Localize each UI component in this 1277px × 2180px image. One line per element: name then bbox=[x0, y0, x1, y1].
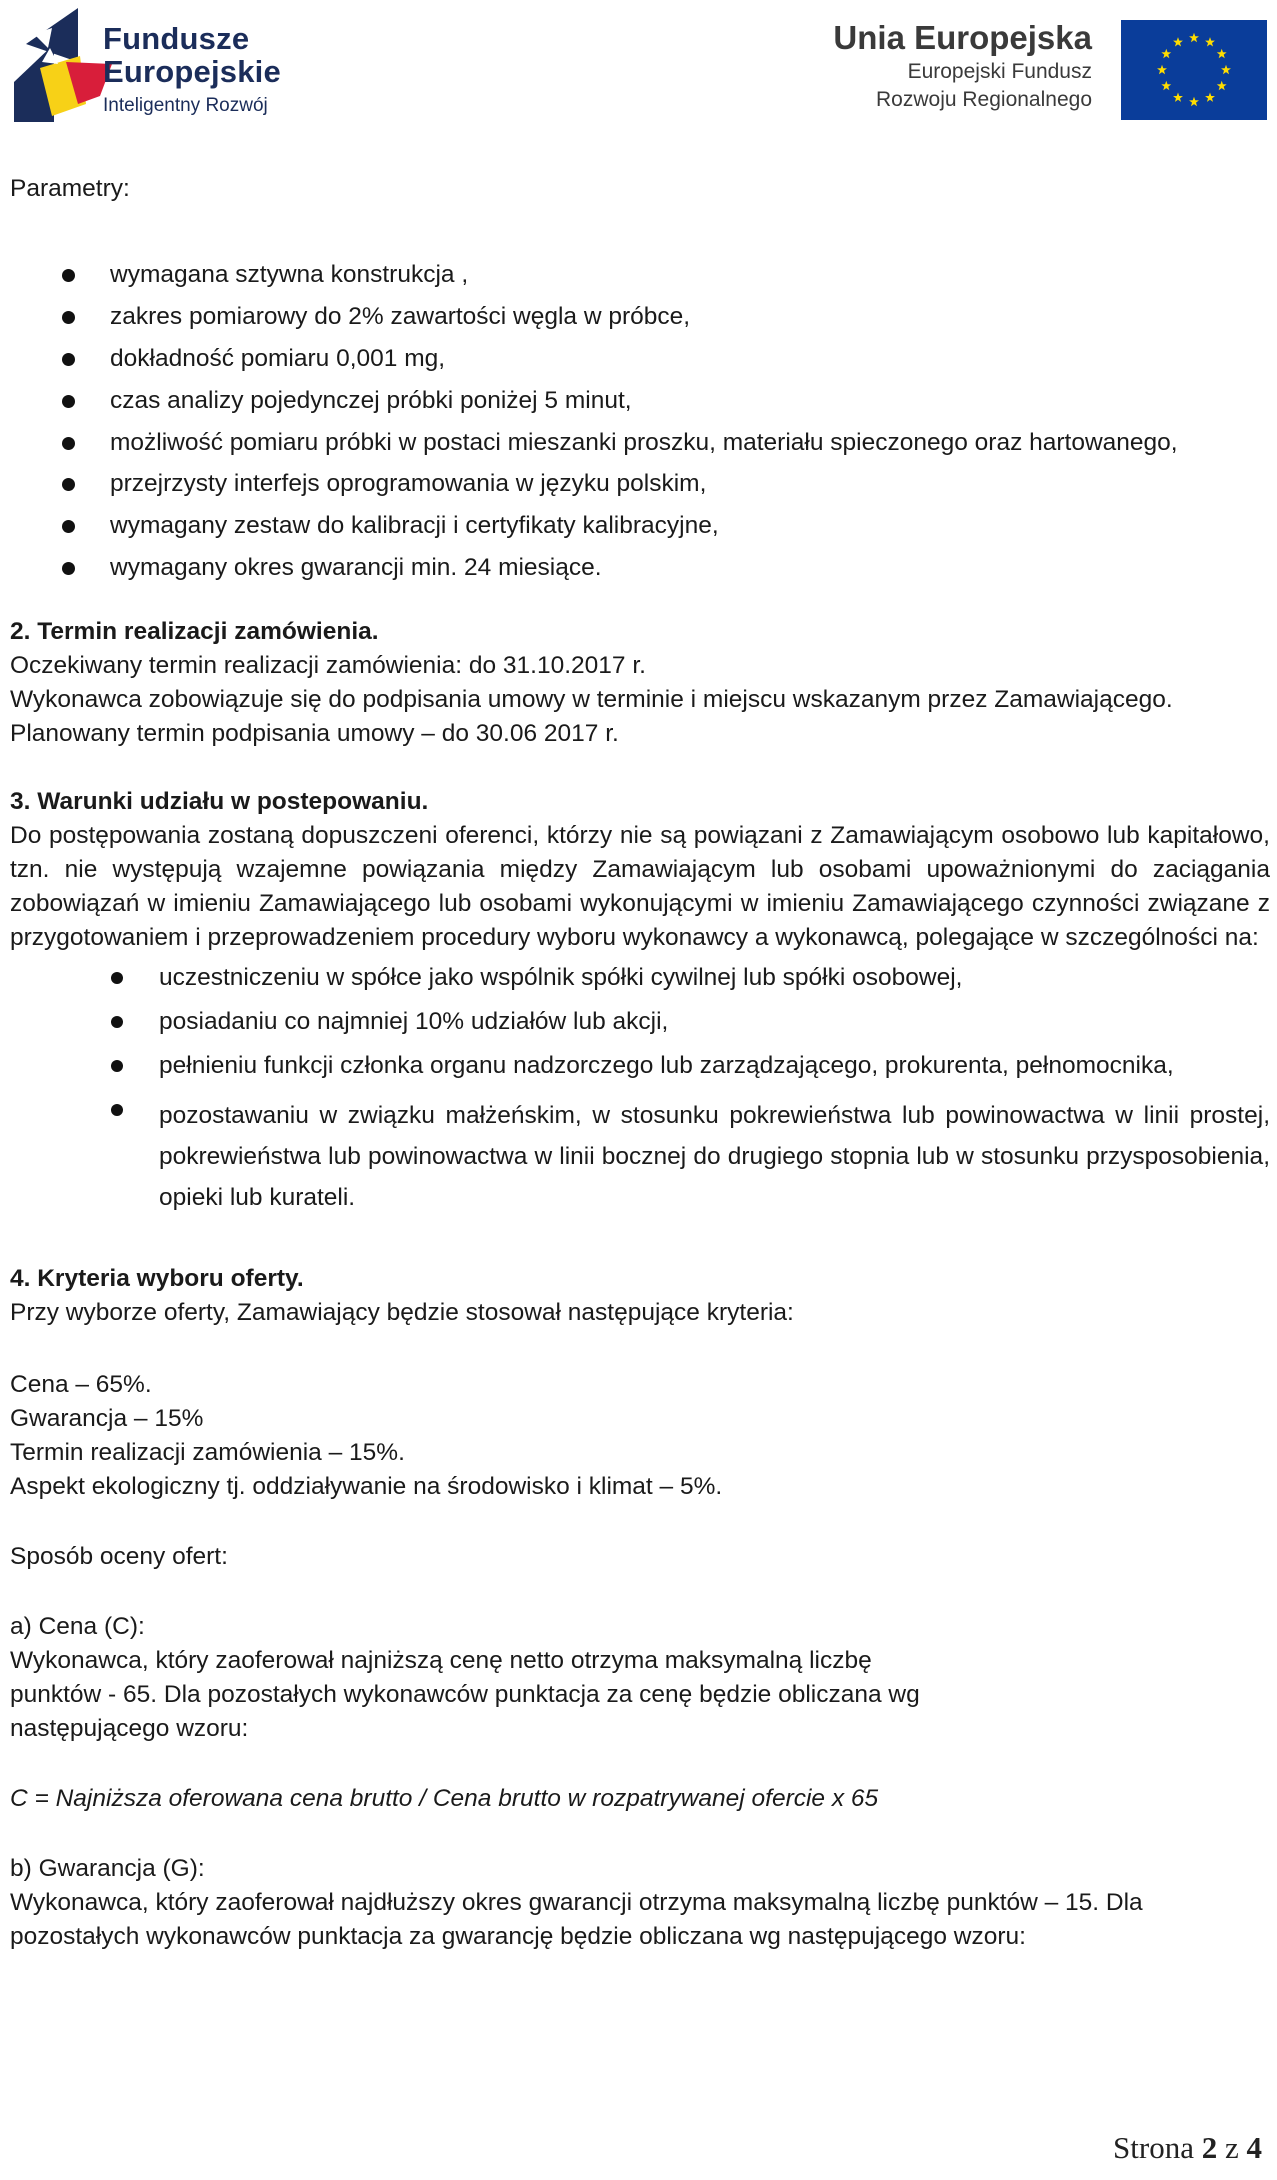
section-3-paragraph: Do postępowania zostaną dopuszczeni oferenci, którzy nie są powiązani z Zamawiającym osobowo lub kapitałowo, tzn. nie występują wzajemne powiązania między Zamawiającym lub osobami upoważnionymi do zaciągania zobowiązań w imieniu Zamawiającego lub osobami wykonującymi w imieniu Zamawiającego czynności związane z przygotowaniem i przeprowadzeniem procedury wyboru wykonawcy a wykonawcą, polegające w szczególności na: bbox=[10, 822, 1270, 951]
ue-logo-line1: Unia Europejska bbox=[833, 19, 1092, 56]
cena-heading: a) Cena (C): bbox=[10, 1613, 145, 1640]
criterion-item: Aspekt ekologiczny tj. oddziaływanie na środowisko i klimat – 5%. bbox=[10, 1473, 723, 1500]
criterion-item: Cena – 65%. bbox=[10, 1371, 152, 1398]
ue-logo-line2: Europejski Fundusz bbox=[907, 60, 1092, 83]
total-pages: 4 bbox=[1246, 2130, 1262, 2165]
section-2-line: Oczekiwany termin realizacji zamówienia: do 31.10.2017 r. bbox=[10, 652, 646, 679]
list-item: uczestniczeniu w spółce jako wspólnik spółki cywilnej lub spółki osobowej, bbox=[10, 963, 1270, 993]
gwarancja-heading: b) Gwarancja (G): bbox=[10, 1855, 205, 1882]
list-item: posiadaniu co najmniej 10% udziałów lub akcji, bbox=[10, 1007, 1270, 1037]
gwarancja-line: pozostałych wykonawców punktacja za gwarancję będzie obliczana wg następującego wzoru: bbox=[10, 1923, 1026, 1950]
cena-line: następującego wzoru: bbox=[10, 1715, 249, 1742]
section-3-heading: 3. Warunki udziału w postepowaniu. bbox=[10, 788, 429, 815]
section-2-line: Planowany termin podpisania umowy – do 30.06 2017 r. bbox=[10, 720, 619, 747]
section-4-heading: 4. Kryteria wyboru oferty. bbox=[10, 1265, 304, 1292]
fe-logo-line3: Inteligentny Rozwój bbox=[103, 95, 268, 116]
page-number bbox=[1113, 2130, 1262, 2166]
relationships-list bbox=[10, 963, 1270, 1218]
cena-line: punktów - 65. Dla pozostałych wykonawców punktacja za cenę będzie obliczana wg bbox=[10, 1681, 920, 1708]
list-item: wymagana sztywna konstrukcja , bbox=[10, 254, 1270, 296]
fundusze-europejskie-text bbox=[103, 22, 281, 120]
section-4-intro: Przy wyborze oferty, Zamawiający będzie stosował następujące kryteria: bbox=[10, 1299, 794, 1326]
list-item: możliwość pomiaru próbki w postaci mieszanki proszku, materiału spieczonego oraz hartowanego, bbox=[10, 422, 1270, 463]
ue-logo-line3: Rozwoju Regionalnego bbox=[876, 88, 1092, 111]
criterion-item: Termin realizacji zamówienia – 15%. bbox=[10, 1439, 405, 1466]
list-item: pełnieniu funkcji członka organu nadzorczego lub zarządzającego, prokurenta, pełnomocnika, bbox=[10, 1051, 1270, 1081]
list-item: czas analizy pojedynczej próbki poniżej 5 minut, bbox=[10, 380, 1270, 422]
list-item: zakres pomiarowy do 2% zawartości węgla w próbce, bbox=[10, 296, 1270, 338]
cena-formula: C = Najniższa oferowana cena brutto / Cena brutto w rozpatrywanej ofercie x 65 bbox=[10, 1785, 879, 1812]
current-page: 2 bbox=[1201, 2130, 1218, 2165]
list-item: pozostawaniu w związku małżeńskim, w stosunku pokrewieństwa lub powinowactwa w linii prostej, pokrewieństwa lub powinowactwa w linii bocznej do drugiego stopnia lub w stosunku przysposobienia, opieki lub kurateli. bbox=[10, 1095, 1270, 1218]
list-item: wymagany okres gwarancji min. 24 miesiące. bbox=[10, 547, 1270, 589]
section-2-line: Wykonawca zobowiązuje się do podpisania umowy w terminie i miejscu wskazanym przez Zamawiającego. bbox=[10, 686, 1173, 713]
parameters-list bbox=[10, 254, 1270, 589]
fe-logo-line1: Fundusze bbox=[103, 21, 250, 56]
page-label: Strona bbox=[1113, 2130, 1194, 2165]
fe-logo-line2: Europejskie bbox=[103, 54, 281, 89]
cena-line: Wykonawca, który zaoferował najniższą cenę netto otrzyma maksymalną liczbę bbox=[10, 1647, 872, 1674]
list-item: wymagany zestaw do kalibracji i certyfikaty kalibracyjne, bbox=[10, 505, 1270, 547]
sposob-oceny-label: Sposób oceny ofert: bbox=[10, 1543, 228, 1570]
list-item: dokładność pomiaru 0,001 mg, bbox=[10, 338, 1270, 380]
criterion-item: Gwarancja – 15% bbox=[10, 1405, 204, 1432]
parametry-label: Parametry: bbox=[10, 175, 130, 202]
list-item: przejrzysty interfejs oprogramowania w języku polskim, bbox=[10, 463, 1270, 505]
gwarancja-line: Wykonawca, który zaoferował najdłuższy okres gwarancji otrzyma maksymalną liczbę punktów – 15. Dla bbox=[10, 1889, 1143, 1916]
page-header bbox=[0, 0, 1277, 130]
eu-flag-icon bbox=[1121, 20, 1267, 120]
unia-europejska-text bbox=[833, 18, 1092, 114]
page-of: z bbox=[1224, 2130, 1239, 2165]
document-body bbox=[10, 172, 1270, 1954]
section-2-heading: 2. Termin realizacji zamówienia. bbox=[10, 618, 379, 645]
